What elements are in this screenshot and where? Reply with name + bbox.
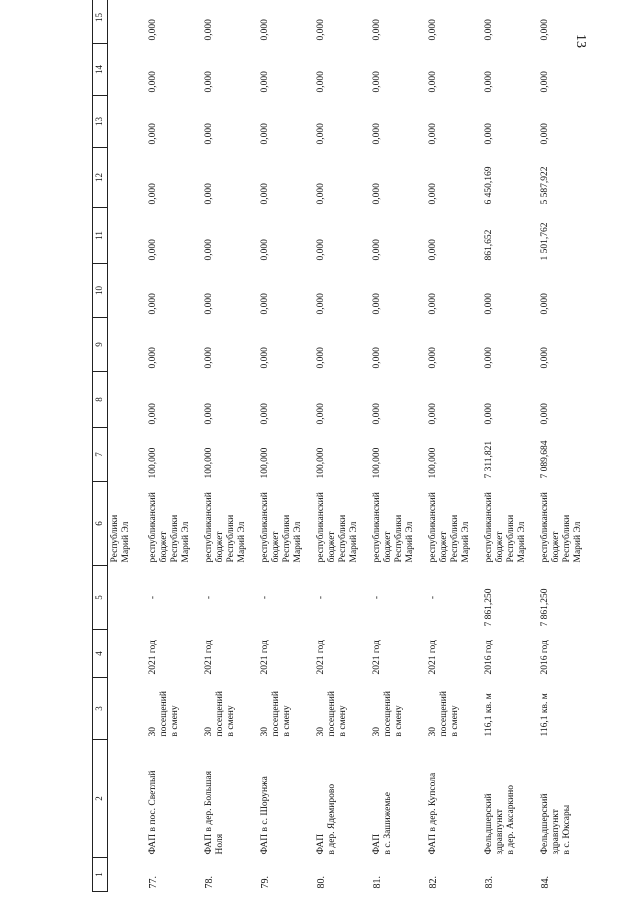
cell-col-11: 0,000 bbox=[260, 239, 270, 261]
cell-col-14: 0,000 bbox=[260, 71, 270, 93]
cell-col-2: Фельдшерский здравпункт в с. Юксары bbox=[540, 793, 572, 855]
cell-col-7: 7 311,821 bbox=[484, 440, 494, 479]
cell-col-5: - bbox=[260, 595, 270, 600]
cell-col-4: 2021 год bbox=[428, 640, 438, 675]
cell-col-12: 0,000 bbox=[428, 183, 438, 205]
column-number-13: 13 bbox=[93, 96, 108, 148]
cell-col-6: республиканский бюджет Республики Марий Эл bbox=[484, 492, 527, 563]
cell-col-8: 0,000 bbox=[540, 403, 550, 425]
column-number-12: 12 bbox=[93, 148, 108, 208]
cell-col-11: 0,000 bbox=[204, 239, 214, 261]
cell-col-8: 0,000 bbox=[316, 403, 326, 425]
continuation-cell-12 bbox=[108, 148, 141, 208]
cell-col-12: 0,000 bbox=[260, 183, 270, 205]
cell-col-13: 0,000 bbox=[372, 123, 382, 145]
table-row bbox=[140, 0, 196, 892]
cell-col-11: 0,000 bbox=[316, 239, 326, 261]
continuation-cell-5 bbox=[108, 566, 141, 630]
cell-col-13: 0,000 bbox=[428, 123, 438, 145]
continuation-cell-9 bbox=[108, 318, 141, 372]
cell-col-15: 0,000 bbox=[260, 19, 270, 41]
cell-col-3: 116,1 кв. м bbox=[540, 693, 550, 737]
continuation-cell-8 bbox=[108, 372, 141, 428]
cell-col-4: 2021 год bbox=[316, 640, 326, 675]
cell-col-1: 79. bbox=[260, 876, 271, 889]
cell-col-5: 7 861,250 bbox=[484, 588, 494, 627]
cell-col-7: 7 089,684 bbox=[540, 440, 550, 479]
cell-col-13: 0,000 bbox=[316, 123, 326, 145]
cell-col-13: 0,000 bbox=[148, 123, 158, 145]
table-row bbox=[420, 0, 476, 892]
cell-col-2: ФАП в дер. Большая Ноля bbox=[204, 771, 225, 855]
column-number-5: 5 bbox=[93, 566, 108, 630]
cell-col-2: ФАП в дер. Купсола bbox=[428, 772, 438, 855]
rotated-table-container bbox=[92, 13, 632, 892]
cell-col-5: - bbox=[428, 595, 438, 600]
cell-col-7: 100,000 bbox=[204, 447, 214, 479]
cell-col-11: 0,000 bbox=[428, 239, 438, 261]
cell-col-3: 30 посещений в смену bbox=[316, 691, 348, 737]
cell-col-9: 0,000 bbox=[540, 347, 550, 369]
cell-col-10: 0,000 bbox=[372, 293, 382, 315]
cell-col-3: 30 посещений в смену bbox=[148, 691, 180, 737]
cell-col-2: ФАП в дер. Ядемирово bbox=[316, 783, 337, 855]
cell-col-14: 0,000 bbox=[316, 71, 326, 93]
cell-col-3: 30 посещений в смену bbox=[428, 691, 460, 737]
cell-col-1: 82. bbox=[428, 876, 439, 889]
cell-col-4: 2021 год bbox=[204, 640, 214, 675]
cell-col-13: 0,000 bbox=[260, 123, 270, 145]
continuation-cell-14 bbox=[108, 44, 141, 96]
cell-col-14: 0,000 bbox=[372, 71, 382, 93]
cell-col-9: 0,000 bbox=[204, 347, 214, 369]
cell-col-3: 30 посещений в смену bbox=[372, 691, 404, 737]
cell-col-11: 1 501,762 bbox=[540, 222, 550, 261]
cell-col-12: 6 450,169 bbox=[484, 166, 494, 205]
cell-col-10: 0,000 bbox=[540, 293, 550, 315]
cell-col-15: 0,000 bbox=[204, 19, 214, 41]
cell-col-5: - bbox=[148, 595, 158, 600]
cell-col-1: 81. bbox=[372, 876, 383, 889]
cell-col-4: 2021 год bbox=[148, 640, 158, 675]
cell-col-10: 0,000 bbox=[428, 293, 438, 315]
continuation-cell-2 bbox=[108, 740, 141, 858]
cell-col-1: 83. bbox=[484, 876, 495, 889]
cell-col-14: 0,000 bbox=[204, 71, 214, 93]
cell-col-9: 0,000 bbox=[260, 347, 270, 369]
column-number-9: 9 bbox=[93, 318, 108, 372]
cell-col-14: 0,000 bbox=[484, 71, 494, 93]
cell-col-1: 84. bbox=[540, 876, 551, 889]
cell-col-2: ФАП в пос. Светлый bbox=[148, 770, 158, 855]
cell-col-10: 0,000 bbox=[204, 293, 214, 315]
cell-col-6: республиканский бюджет Республики Марий Эл bbox=[428, 492, 471, 563]
cell-col-7: 100,000 bbox=[428, 447, 438, 479]
cell-col-12: 0,000 bbox=[204, 183, 214, 205]
cell-col-13: 0,000 bbox=[204, 123, 214, 145]
cell-col-10: 0,000 bbox=[260, 293, 270, 315]
cell-col-5: - bbox=[204, 595, 214, 600]
cell-col-11: 0,000 bbox=[372, 239, 382, 261]
cell-col-8: 0,000 bbox=[260, 403, 270, 425]
cell-col-5: - bbox=[372, 595, 382, 600]
investment-table bbox=[92, 0, 588, 892]
cell-col-3: 30 посещений в смену bbox=[204, 691, 236, 737]
cell-col-15: 0,000 bbox=[148, 19, 158, 41]
cell-col-14: 0,000 bbox=[540, 71, 550, 93]
cell-col-9: 0,000 bbox=[316, 347, 326, 369]
cell-col-8: 0,000 bbox=[372, 403, 382, 425]
cell-col-5: 7 861,250 bbox=[540, 588, 550, 627]
column-number-2: 2 bbox=[93, 740, 108, 858]
cell-col-9: 0,000 bbox=[484, 347, 494, 369]
cell-col-12: 0,000 bbox=[372, 183, 382, 205]
column-number-3: 3 bbox=[93, 678, 108, 740]
continuation-cell-15 bbox=[108, 0, 141, 44]
cell-col-13: 0,000 bbox=[484, 123, 494, 145]
cell-col-1: 77. bbox=[148, 876, 159, 889]
cell-col-2: Фельдшерский здравпункт в дер. Аксаркино bbox=[484, 785, 516, 855]
cell-col-9: 0,000 bbox=[372, 347, 382, 369]
cell-col-2: ФАП в с. Шорунжа bbox=[260, 776, 270, 855]
column-number-11: 11 bbox=[93, 208, 108, 264]
cell-col-15: 0,000 bbox=[316, 19, 326, 41]
cell-col-15: 0,000 bbox=[372, 19, 382, 41]
cell-col-10: 0,000 bbox=[484, 293, 494, 315]
cell-col-10: 0,000 bbox=[148, 293, 158, 315]
cell-col-12: 0,000 bbox=[316, 183, 326, 205]
cell-col-4: 2016 год bbox=[540, 640, 550, 675]
cell-col-6: республиканский бюджет Республики Марий Эл bbox=[260, 492, 303, 563]
cell-col-8: 0,000 bbox=[148, 403, 158, 425]
continuation-row bbox=[108, 0, 141, 892]
cell-col-14: 0,000 bbox=[428, 71, 438, 93]
column-number-4: 4 bbox=[93, 630, 108, 678]
cell-col-15: 0,000 bbox=[540, 19, 550, 41]
continuation-cell-7 bbox=[108, 428, 141, 482]
cell-col-6: республиканский бюджет Республики Марий Эл bbox=[316, 492, 359, 563]
cell-col-1: 78. bbox=[204, 876, 215, 889]
continuation-cell-3 bbox=[108, 678, 141, 740]
cell-col-6: республиканский бюджет Республики Марий Эл bbox=[540, 492, 583, 563]
cell-col-9: 0,000 bbox=[148, 347, 158, 369]
column-number-14: 14 bbox=[93, 44, 108, 96]
cell-col-8: 0,000 bbox=[204, 403, 214, 425]
table-row bbox=[196, 0, 252, 892]
cell-col-5: - bbox=[316, 595, 326, 600]
column-number-header-row bbox=[93, 0, 108, 892]
cell-col-6: республиканский бюджет Республики Марий Эл bbox=[204, 492, 247, 563]
cell-col-12: 5 587,922 bbox=[540, 166, 550, 205]
column-number-10: 10 bbox=[93, 264, 108, 318]
cell-col-11: 861,652 bbox=[484, 229, 494, 261]
cell-col-7: 100,000 bbox=[260, 447, 270, 479]
cell-col-7: 100,000 bbox=[372, 447, 382, 479]
column-number-15: 15 bbox=[93, 0, 108, 44]
cell-col-10: 0,000 bbox=[316, 293, 326, 315]
cell-col-6: республиканский бюджет Республики Марий Эл bbox=[148, 492, 191, 563]
cell-col-2: ФАП в с. Зашижемье bbox=[372, 792, 393, 855]
cell-col-14: 0,000 bbox=[148, 71, 158, 93]
cell-col-7: 100,000 bbox=[148, 447, 158, 479]
continuation-cell-10 bbox=[108, 264, 141, 318]
continuation-cell-4 bbox=[108, 630, 141, 678]
table-row bbox=[476, 0, 532, 892]
cell-col-4: 2016 год bbox=[484, 640, 494, 675]
table-row bbox=[308, 0, 364, 892]
cell-col-13: 0,000 bbox=[540, 123, 550, 145]
continuation-cell-11 bbox=[108, 208, 141, 264]
page-number: 13 bbox=[573, 34, 588, 48]
cell-col-4: 2021 год bbox=[260, 640, 270, 675]
cell-col-4: 2021 год bbox=[372, 640, 382, 675]
table-row bbox=[252, 0, 308, 892]
continuation-cell-1 bbox=[108, 858, 141, 892]
continuation-cell-6: Республики Марий Эл bbox=[110, 514, 131, 563]
column-number-8: 8 bbox=[93, 372, 108, 428]
cell-col-7: 100,000 bbox=[316, 447, 326, 479]
column-number-1: 1 bbox=[93, 858, 108, 892]
cell-col-6: республиканский бюджет Республики Марий Эл bbox=[372, 492, 415, 563]
cell-col-9: 0,000 bbox=[428, 347, 438, 369]
table-row bbox=[364, 0, 420, 892]
cell-col-15: 0,000 bbox=[428, 19, 438, 41]
cell-col-3: 30 посещений в смену bbox=[260, 691, 292, 737]
continuation-cell-13 bbox=[108, 96, 141, 148]
cell-col-1: 80. bbox=[316, 876, 327, 889]
cell-col-15: 0,000 bbox=[484, 19, 494, 41]
cell-col-8: 0,000 bbox=[428, 403, 438, 425]
table-row bbox=[532, 0, 588, 892]
cell-col-8: 0,000 bbox=[484, 403, 494, 425]
column-number-7: 7 bbox=[93, 428, 108, 482]
cell-col-12: 0,000 bbox=[148, 183, 158, 205]
column-number-6: 6 bbox=[93, 482, 108, 566]
cell-col-11: 0,000 bbox=[148, 239, 158, 261]
cell-col-3: 116,1 кв. м bbox=[484, 693, 494, 737]
